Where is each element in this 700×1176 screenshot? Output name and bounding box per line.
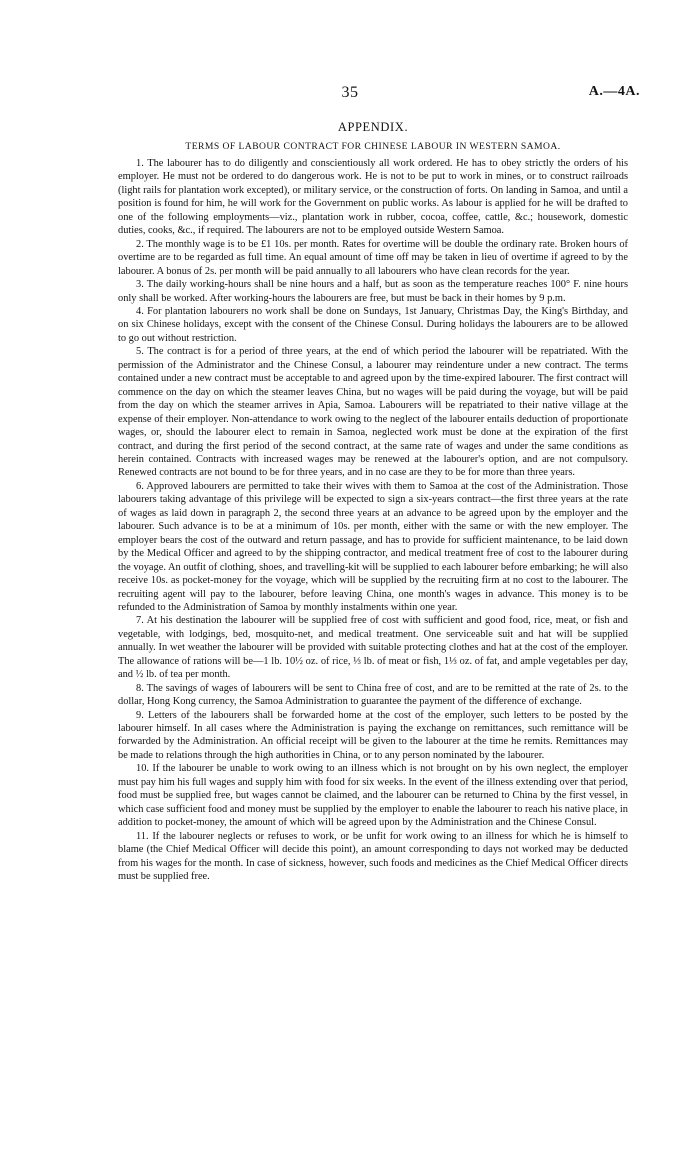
paragraph-9: 9. Letters of the labourers shall be forwarded home at the cost of the employer, such letters to be posted by the labourer himself. In all cases where the Administration is paying the exchange on remittances, such remittance will be forwarded by the Administration. An official receipt will be given to the labourer at the time he remits. Remittances may be made to relations through the high authorities in China, or to any person nominated by the labourer. (118, 709, 628, 761)
paragraph-5: 5. The contract is for a period of three years, at the end of which period the labourer will be repatriated. With the permission of the Administrator and the Chinese Consul, a labourer may reindenture under a new contract. The terms contained under a new contract must be acceptable to and agreed upon by the time-expired labourer. The first contract will commence on the day on which the steamer leaves China, but no wages will be paid during the voyage, but will be paid from the day on which the steamer arrives in Apia, Samoa. Labourers will be repatriated to their native village at the expense of their employer. Non-attendance to work owing to the neglect of the labourer entails deduction of proportionate wages, or, should the labourer elect to remain in Samoa, neglected work must be done at the expiration of the first contract, and during the first period of the second contract, at the same rate of wages and under the same conditions as herein contained. Contracts with increased wages may be renewed at the labourer's option, and are not compulsory. Renewed contracts are not bound to be for three years, and in no case are they to be for more than three years. (118, 346, 628, 479)
paragraph-2: 2. The monthly wage is to be £1 10s. per month. Rates for overtime will be double the ordinary rate. Broken hours of overtime are to be regarded as full time. An equal amount of time off may be taken in lieu of overtime if agreed to by the labourer. A bonus of 2s. per month will be paid annually to all labourers who have clean records for the year. (118, 238, 628, 277)
page-number: 35 (341, 84, 359, 101)
document-reference: A.—4A. (588, 84, 640, 99)
paragraph-8: 8. The savings of wages of labourers will be sent to China free of cost, and are to be remitted at the rate of 2s. to the dollar, Hong Kong currency, the Samoa Administration to guarantee the payment of the difference of exchange. (118, 682, 628, 708)
paragraph-11: 11. If the labourer neglects or refuses to work, or be unfit for work owing to an illness for which he is himself to blame (the Chief Medical Officer will decide this point), an amount corresponding to days not worked may be deducted from his wages for the month. In case of sickness, however, such foods and medicines as the Chief Medical Officer directs must be supplied free. (118, 830, 628, 883)
paragraph-6: 6. Approved labourers are permitted to take their wives with them to Samoa at the cost of the Administration. Those labourers taking advantage of this privilege will be expected to sign a six-years contract—the first three years at the rate of wages as laid down in paragraph 2, the second three years at an advance to be agreed upon by the employer and the labourer. Such advance is to be at a minimum of 10s. per month, either with the same or with the new employer. The employer bears the cost of the outward and return passage, and has to provide for sufficient maintenance, to be laid down by the Medical Officer and agreed to by the shipping contractor, and medical treatment free of cost to the labourer during the voyage. An outfit of clothing, shoes, and travelling-kit will be supplied to each labourer before embarking; he will also receive 10s. as pocket-money for the voyage, which will be supplied by the recruiting firm at no cost to the labourer. The recruiting agent will pay to the labourer, before leaving China, one month's wages in advance. This money is to be refunded to the Administration of Samoa by monthly instalments within one year. (118, 480, 628, 613)
paragraph-3: 3. The daily working-hours shall be nine hours and a half, but as soon as the temperature reaches 100° F. nine hours only shall be worked. After working-hours the labourers are free, but must be back in their homes by 9 p.m. (118, 279, 628, 304)
paragraph-4: 4. For plantation labourers no work shall be done on Sundays, 1st January, Christmas Day, the King's Birthday, and on six Chinese holidays, except with the consent of the Chinese Consul. During holidays the labourers are to be allowed to go out without restriction. (118, 305, 628, 344)
paragraph-7: 7. At his destination the labourer will be supplied free of cost with sufficient and good food, rice, meat, or fish and vegetable, with lodgings, bed, mosquito-net, and medical treatment. One serviceable suit and hat will be supplied annually. In wet weather the labourer will be provided with suitable protecting clothes and hat at the cost of the employer. The allowance of rations will be—1 lb. 10½ oz. of rice, ⅓ lb. of meat or fish, 1⅓ oz. of fat, and ample vegetables per day, and ½ lb. of tea per month. (118, 615, 628, 681)
contract-terms-title: TERMS OF LABOUR CONTRACT FOR CHINESE LABOUR IN WESTERN SAMOA. (185, 141, 561, 152)
paragraph-1: 1. The labourer has to do diligently and conscientiously all work ordered. He has to obey strictly the orders of his employer. He must not be ordered to do dangerous work. He is not to be put to work in mines, or to construct railroads (light rails for plantation work excepted), or military service, or the construction of forts. On landing in Samoa, and until a position is found for him, he will work for the Government on public works. As labour is applied for he will be drafted to one of the following employments—viz., plantation work in rubber, cocoa, coffee, cattle, &c.; housework, domestic duties, cooks, &c., if required. The labourers are not to be employed outside Western Samoa. (118, 158, 628, 237)
appendix-section (118, 120, 628, 883)
paragraph-10: 10. If the labourer be unable to work owing to an illness which is not brought on by his own neglect, the employer must pay him his full wages and supply him with food for six weeks. In the event of the illness extending over that period, food must be supplied free, but wages cannot be claimed, and the labourer can be returned to China by the first vessel, in which case sufficient food and money must be supplied by the employer to enable the labourer to reach his native place, in addition to pocket-money, the amount of which will be agreed upon by the Administration and the Chinese Consul. (118, 763, 628, 829)
appendix-title: APPENDIX. (337, 120, 409, 134)
